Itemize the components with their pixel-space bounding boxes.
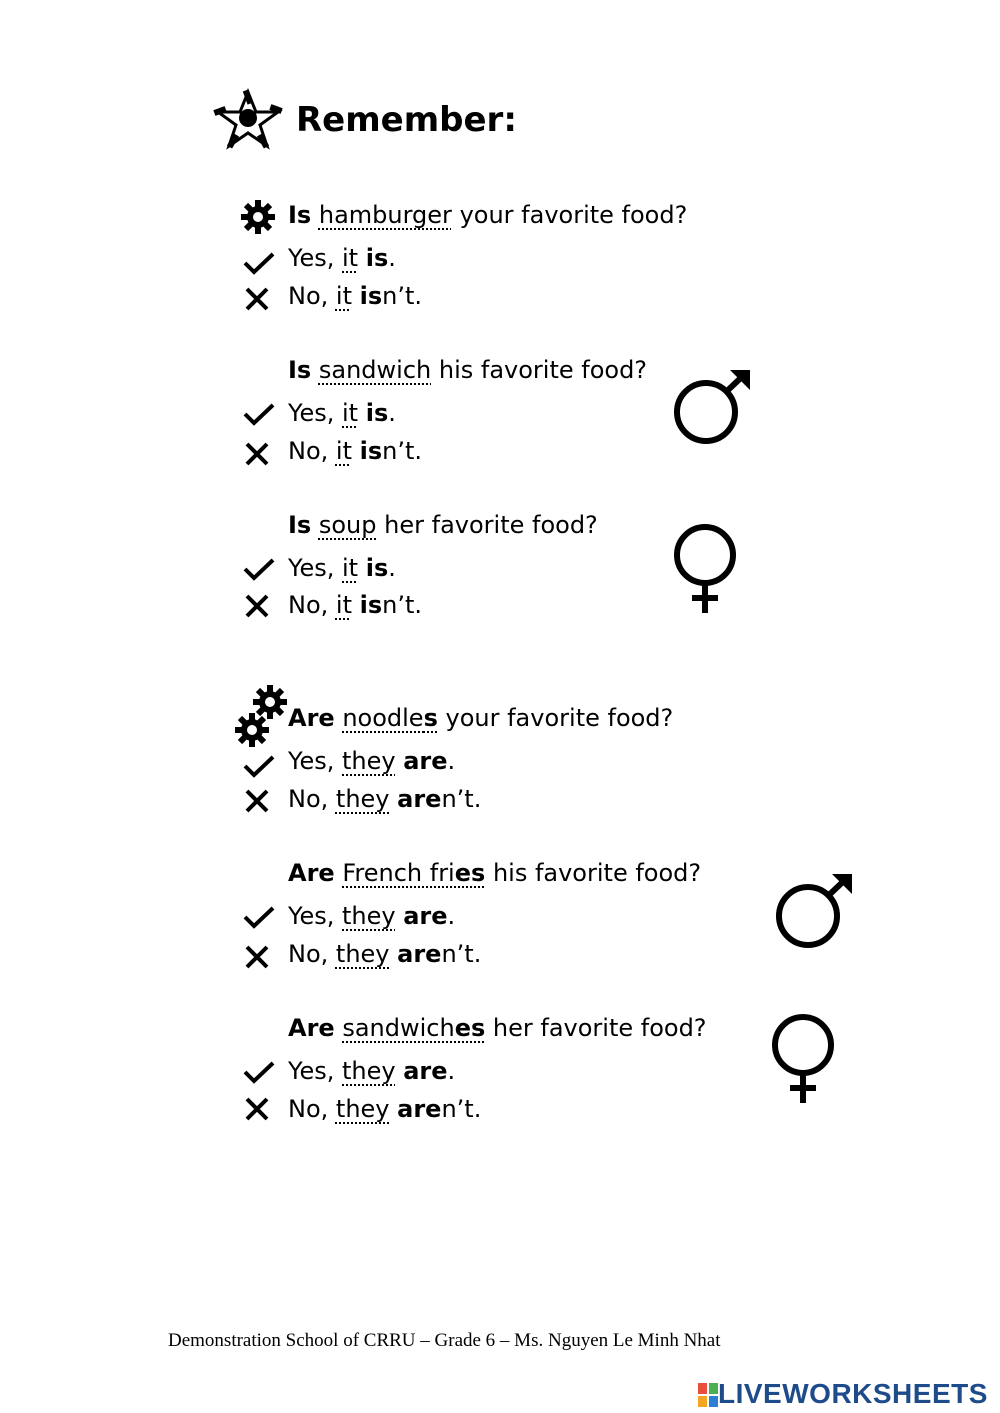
- female-symbol-icon: [670, 520, 740, 616]
- male-symbol-icon: [670, 368, 754, 448]
- cross-icon: [244, 593, 270, 619]
- check-icon: [242, 401, 276, 427]
- gear-icon: [240, 199, 276, 235]
- yes-answer: Yes, it is.: [288, 244, 396, 272]
- cross-icon: [244, 1096, 270, 1122]
- no-answer: No, they aren’t.: [288, 1095, 482, 1123]
- question: Is soup her favorite food?: [288, 511, 598, 539]
- yes-answer: Yes, they are.: [288, 747, 456, 775]
- cross-icon: [244, 286, 270, 312]
- brand-wordmark[interactable]: LIVEWORKSHEETS: [718, 1378, 988, 1409]
- question: Are French fries his favorite food?: [288, 859, 702, 887]
- check-icon: [242, 1059, 276, 1085]
- question: Are sandwiches her favorite food?: [288, 1014, 707, 1042]
- cross-icon: [244, 944, 270, 970]
- yes-answer: Yes, they are.: [288, 902, 456, 930]
- cross-icon: [244, 441, 270, 467]
- cross-icon: [244, 788, 270, 814]
- female-symbol-icon: [768, 1010, 838, 1106]
- no-answer: No, it isn’t.: [288, 282, 423, 310]
- check-icon: [242, 753, 276, 779]
- question: Are noodles your favorite food?: [288, 704, 674, 732]
- check-icon: [242, 250, 276, 276]
- male-symbol-icon: [772, 870, 856, 950]
- no-answer: No, it isn’t.: [288, 437, 423, 465]
- question: Is sandwich his favorite food?: [288, 356, 648, 384]
- no-answer: No, it isn’t.: [288, 591, 423, 619]
- gears-icon: [234, 684, 290, 748]
- yes-answer: Yes, they are.: [288, 1057, 456, 1085]
- footer-credit: Demonstration School of CRRU – Grade 6 – Ms. Nguyen Le Minh Nhat: [168, 1330, 721, 1351]
- page-title: Remember:: [296, 100, 517, 140]
- yes-answer: Yes, it is.: [288, 554, 396, 582]
- question: Is hamburger your favorite food?: [288, 201, 688, 229]
- no-answer: No, they aren’t.: [288, 940, 482, 968]
- no-answer: No, they aren’t.: [288, 785, 482, 813]
- liveworksheets-logo-icon: [698, 1383, 718, 1407]
- check-icon: [242, 904, 276, 930]
- check-icon: [242, 556, 276, 582]
- hands-star-icon: [212, 88, 284, 150]
- yes-answer: Yes, it is.: [288, 399, 396, 427]
